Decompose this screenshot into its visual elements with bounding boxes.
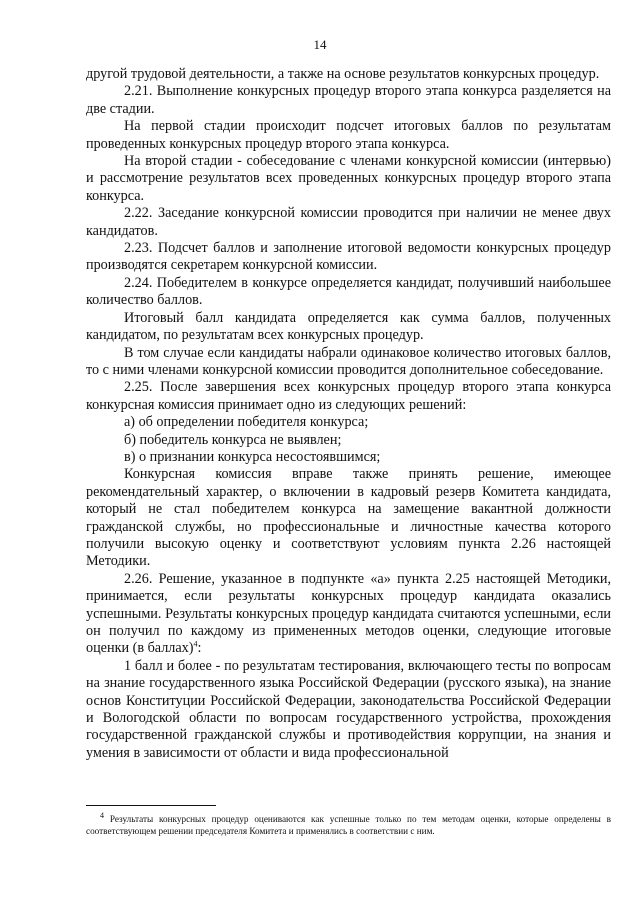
paragraph-tie-case: В том случае если кандидаты набрали одинаковое количество итоговых баллов, то с ними членами конкурсной комиссии проводится дополнительное собеседование. xyxy=(86,344,611,378)
page-number: 14 xyxy=(313,37,327,52)
footnote-text: Результаты конкурсных процедур оцениваются как успешные только по тем методам оценки, которые определены в соответствующем решении председателя Комитета и применялись в соответствии с ним. xyxy=(86,814,611,836)
paragraph-2-22: 2.22. Заседание конкурсной комиссии проводится при наличии не менее двух кандидатов. xyxy=(86,205,611,239)
footnote-marker: 4 xyxy=(100,810,104,820)
paragraph-2-26 xyxy=(86,571,611,658)
paragraph-reserve: Конкурсная комиссия вправе также принять решение, имеющее рекомендательный характер, о включении в кадровый резерв Комитета кандидата, который не стал победителем конкурса на замещение вакантной должности гражданской службы, но профессиональные и личностные качества которого получили высокую оценку и соответствуют условиям пункта 2.26 настоящей Методики. xyxy=(86,466,611,570)
paragraph-continuation: другой трудовой деятельности, а также на основе результатов конкурсных процедур. xyxy=(86,66,600,82)
paragraph-2-25: 2.25. После завершения всех конкурсных процедур второго этапа конкурса конкурсная комиссия принимает одно из следующих решений: xyxy=(86,379,611,413)
list-item-a: а) об определении победителя конкурса; xyxy=(124,414,369,431)
paragraph-2-26-colon: : xyxy=(197,640,202,657)
paragraph-final-score: Итоговый балл кандидата определяется как сумма баллов, полученных кандидатом, по результатам всех конкурсных процедур. xyxy=(86,309,611,344)
document-body xyxy=(86,66,611,762)
paragraph-testing-score: 1 балл и более - по результатам тестирования, включающего тесты по вопросам на знание государственного языка Российской Федерации (русского языка), на знание основ Конституции Российской Федерации, законодательства Российской Федерации и Вологодской области по вопросам государственного устройства, прохождения государственной гражданской службы и противодействия коррупции, на знания и умения в зависимости от области и вида профессиональной xyxy=(86,657,611,761)
list-item-c: в) о признании конкурса несостоявшимся; xyxy=(124,448,381,465)
footnote xyxy=(86,810,611,837)
paragraph-2-26-text: 2.26. Решение, указанное в подпункте «а» пункта 2.25 настоящей Методики, принимается, если результаты конкурсных процедур кандидата оказались успешными. Результаты конкурсных процедур кандидата считаются успешными, если он получил по каждому из примененных методов оценки, следующие итоговые оценки (в баллах) xyxy=(86,570,611,657)
footnote-divider xyxy=(86,805,216,806)
paragraph-first-stage: На первой стадии происходит подсчет итоговых баллов по результатам проведенных конкурсных процедур второго этапа конкурса. xyxy=(86,118,611,152)
paragraph-2-21: 2.21. Выполнение конкурсных процедур второго этапа конкурса разделяется на две стадии. xyxy=(86,83,611,117)
paragraph-2-24: 2.24. Победителем в конкурсе определяется кандидат, получивший наибольшее количество баллов. xyxy=(86,274,611,309)
footnote-reference: 4 xyxy=(193,639,198,649)
paragraph-2-23: 2.23. Подсчет баллов и заполнение итоговой ведомости конкурсных процедур производятся секретарем конкурсной комиссии. xyxy=(86,240,611,274)
paragraph-second-stage: На второй стадии - собеседование с членами конкурсной комиссии (интервью) и рассмотрение результатов всех проведенных конкурсных процедур второго этапа конкурса. xyxy=(86,153,611,204)
list-item-b: б) победитель конкурса не выявлен; xyxy=(124,431,342,448)
